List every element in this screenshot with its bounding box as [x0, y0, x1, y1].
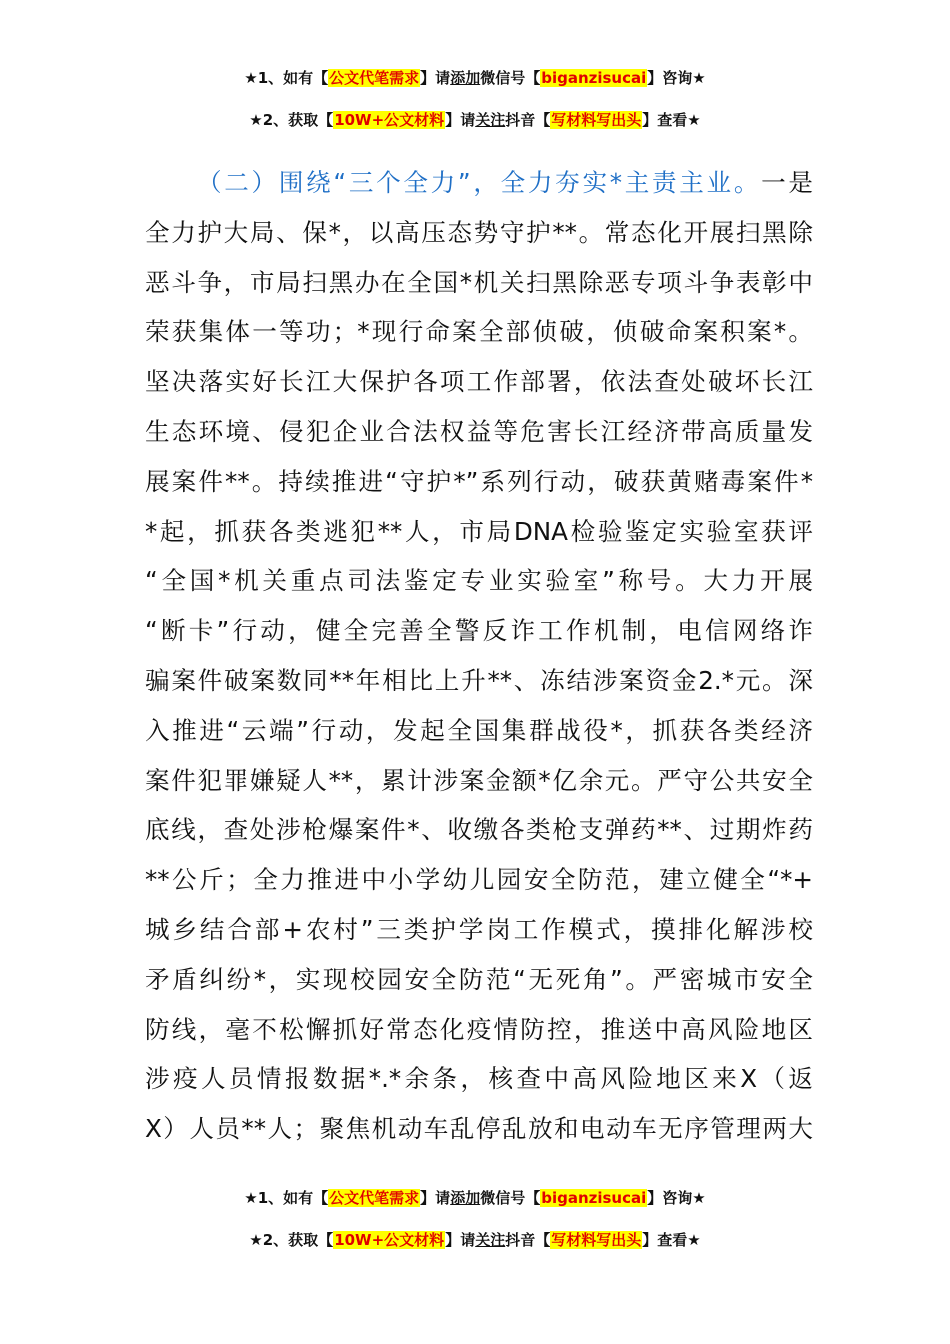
banner-text: ★2、获取【 [249, 111, 334, 129]
banner-text: 】请 [420, 69, 451, 87]
article-line: 城乡结合部+农村”三类护学岗工作模式，摸排化解涉校 [145, 914, 813, 944]
banner-text: 抖音【 [505, 111, 551, 129]
article-line: 骗案件破案数同**年相比上升**、冻结涉案资金2.*元。深 [145, 665, 813, 695]
banner-highlight: 公文代笔需求 [329, 69, 420, 87]
banner-text: 】查看★ [642, 111, 701, 129]
banner-text: 微信号【 [480, 1189, 541, 1207]
banner-text: 】咨询★ [647, 1189, 706, 1207]
article-line: 生态环境、侵犯企业合法权益等危害长江经济带高质量发 [145, 416, 813, 446]
article-line: 荣获集体一等功；*现行命案全部侦破，侦破命案积案*。 [145, 317, 813, 347]
banner-highlight: biganzisucai [541, 1189, 647, 1207]
header-banner [0, 68, 950, 130]
banner-text: 】请 [445, 111, 476, 129]
banner-text: ★2、获取【 [249, 1231, 334, 1249]
banner-underlined: 添加 [450, 69, 481, 87]
article-line: 一是 [761, 168, 813, 197]
article-line: “全国*机关重点司法鉴定专业实验室”称号。大力开展 [145, 566, 813, 596]
banner-text: 】咨询★ [647, 69, 706, 87]
article-line: 防线，毫不松懈抓好常态化疫情防控，推送中高风险地区 [145, 1014, 813, 1044]
article-line: “断卡”行动，健全完善全警反诈工作机制，电信网络诈 [145, 616, 813, 646]
banner-highlight: 写材料写出头 [551, 1231, 642, 1249]
article-line: 坚决落实好长江大保护各项工作部署，依法查处破坏长江 [145, 367, 813, 397]
article-line: 涉疫人员情报数据*.*余条，核查中高风险地区来X（返 [145, 1064, 813, 1094]
banner-text: 抖音【 [505, 1231, 551, 1249]
banner-text: ★1、如有【 [244, 69, 329, 87]
banner-line-1 [0, 1188, 950, 1208]
article-line: 恶斗争，市局扫黑办在全国*机关扫黑除恶专项斗争表彰中 [145, 267, 813, 297]
banner-underlined: 关注 [475, 111, 506, 129]
banner-line-1 [0, 68, 950, 88]
banner-text: ★1、如有【 [244, 1189, 329, 1207]
banner-text: 】请 [420, 1189, 451, 1207]
article-line: 展案件**。持续推进“守护*”系列行动，破获黄赌毒案件* [145, 466, 813, 496]
article-first-line [145, 158, 813, 208]
section-heading: （二）围绕“三个全力”，全力夯实*主责主业。 [197, 168, 762, 197]
article-line: X）人员**人；聚焦机动车乱停乱放和电动车无序管理两大 [145, 1114, 813, 1144]
banner-highlight: 10W+公文材料 [334, 1231, 445, 1249]
article-line: 案件犯罪嫌疑人**，累计涉案金额*亿余元。严守公共安全 [145, 765, 813, 795]
banner-underlined: 关注 [475, 1231, 506, 1249]
banner-line-2 [0, 1230, 950, 1250]
footer-banner [0, 1188, 950, 1250]
banner-highlight: 10W+公文材料 [334, 111, 445, 129]
article-line: 入推进“云端”行动，发起全国集群战役*，抓获各类经济 [145, 715, 813, 745]
article-line: 全力护大局、保*，以高压态势守护**。常态化开展扫黑除 [145, 217, 813, 247]
article-body [145, 158, 813, 1154]
banner-text: 微信号【 [480, 69, 541, 87]
article-line: **公斤；全力推进中小学幼儿园安全防范，建立健全“*+ [145, 865, 813, 895]
article-line: 矛盾纠纷*，实现校园安全防范“无死角”。严密城市安全 [145, 964, 813, 994]
banner-text: 】请 [445, 1231, 476, 1249]
banner-highlight: biganzisucai [541, 69, 647, 87]
banner-highlight: 写材料写出头 [551, 111, 642, 129]
banner-text: 】查看★ [642, 1231, 701, 1249]
article-line: *起，抓获各类逃犯**人，市局DNA检验鉴定实验室获评 [145, 516, 813, 546]
article-line: 底线，查处涉枪爆案件*、收缴各类枪支弹药**、过期炸药 [145, 815, 813, 845]
banner-highlight: 公文代笔需求 [329, 1189, 420, 1207]
banner-underlined: 添加 [450, 1189, 481, 1207]
banner-line-2 [0, 110, 950, 130]
